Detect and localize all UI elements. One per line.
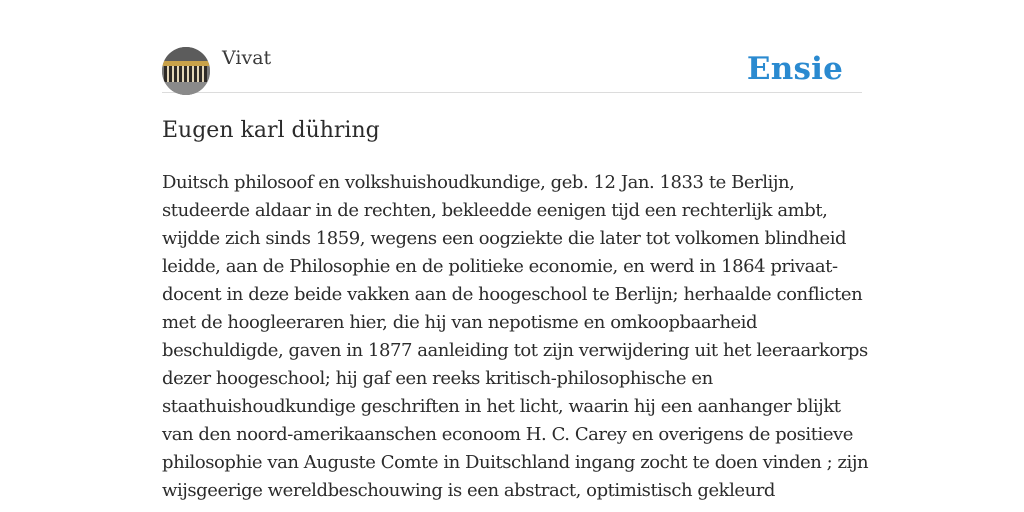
author-name[interactable]: Vivat	[222, 47, 272, 69]
article-body: Duitsch philosoof en volkshuishoudkundige, geb. 12 Jan. 1833 te Berlijn, studeerde aldaar in de rechten, bekleedde eenigen tijd een rechterlijk ambt, wijdde zich sinds 1859, wegens een oogziekte die later tot volkomen blindheid leidde, aan de Philosophie en de politieke economie, en werd in 1864 privaat- docent in deze beide vakken aan de hoogeschool te Berlijn; herhaalde conflicten met de hoogleeraren hier, die hij van nepotisme en omkoopbaarheid beschuldigde, gaven in 1877 aanleiding tot zijn verwijdering uit het leeraarkorps dezer hoogeschool; hij gaf een reeks kritisch-philosophische en staathuishoudkundige geschriften in het licht, waarin hij een aanhanger blijkt van den noord-amerikaanschen econoom H. C. Carey en overigens de positieve philosophie van Auguste Comte in Duitschland ingang zocht te doen vinden ; zijn wijsgeerige wereldbeschouwing is een abstract, optimistisch gekleurd	[162, 172, 869, 501]
article-header	[162, 0, 862, 93]
ensie-logo[interactable]: Ensie	[746, 51, 843, 87]
author-avatar[interactable]	[162, 47, 210, 95]
article-title: Eugen karl dühring	[162, 118, 380, 143]
bookshelf-avatar-icon	[162, 47, 210, 95]
article-page	[162, 0, 869, 512]
